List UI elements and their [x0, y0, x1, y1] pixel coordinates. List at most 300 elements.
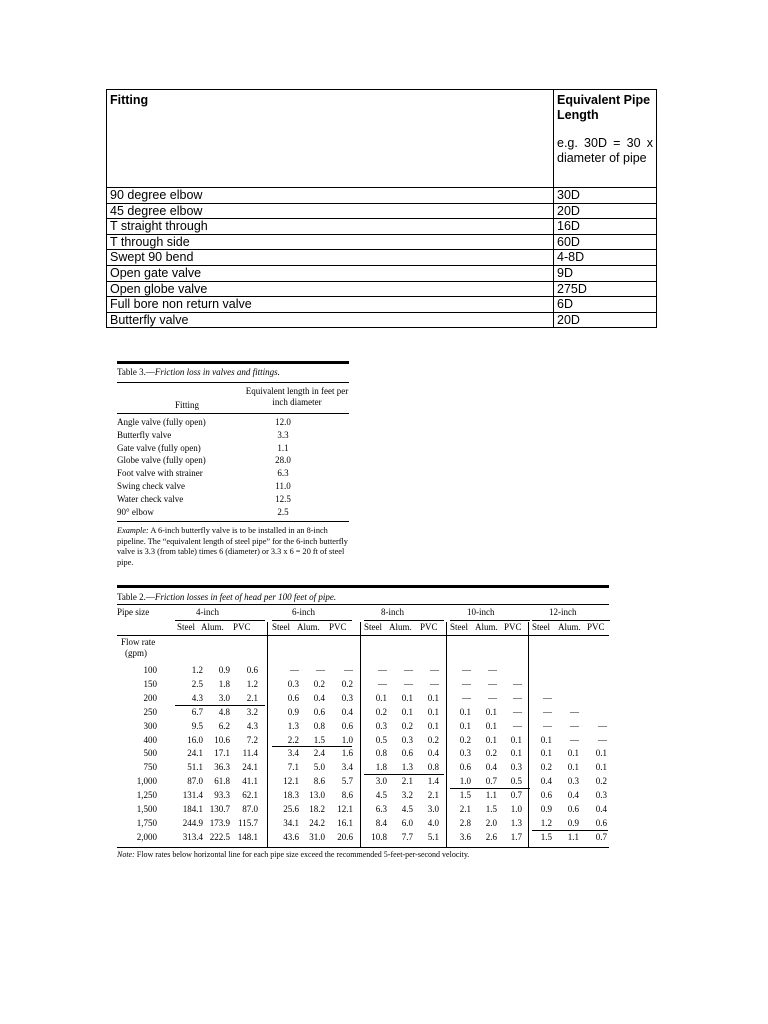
friction-value: 0.3: [401, 734, 413, 745]
friction-value: 3.4: [341, 762, 353, 773]
group-separator: [267, 622, 268, 847]
friction-value: 93.3: [214, 790, 230, 801]
friction-value: 0.9: [540, 804, 552, 814]
friction-value: 1.8: [218, 678, 230, 689]
friction-value: 0.1: [567, 762, 579, 773]
friction-value: 0.2: [540, 762, 552, 773]
fitting-length-cell: 275D: [554, 281, 657, 297]
friction-value: 61.8: [214, 776, 230, 787]
friction-value: 0.6: [287, 692, 299, 703]
friction-value: 1.5: [313, 734, 325, 745]
pipe-size-label: Pipe size: [117, 607, 150, 617]
friction-value: 0.7: [595, 831, 607, 842]
friction-value: 11.4: [242, 748, 258, 759]
friction-value: 222.5: [209, 831, 230, 842]
friction-value: 0.1: [459, 706, 471, 717]
fitting-header: Fitting: [110, 93, 149, 107]
friction-value: 0.1: [401, 706, 413, 717]
flow-rate-value: 1,750: [136, 817, 157, 828]
friction-value: 0.2: [375, 706, 387, 717]
fitting-name-cell: Open gate valve: [107, 265, 554, 281]
friction-value: 4.5: [401, 804, 413, 814]
friction-value: —: [316, 665, 325, 675]
fitting-length-cell: 16D: [554, 219, 657, 235]
friction-value: 3.0: [427, 804, 439, 814]
friction-value: 10.8: [371, 831, 387, 842]
friction-value: 2.1: [459, 804, 471, 814]
friction-value: 25.6: [283, 804, 299, 814]
fittings-table-row: [107, 203, 657, 219]
friction-value: 0.1: [595, 762, 607, 773]
friction-value: —: [543, 720, 552, 731]
friction-value: 10.6: [214, 734, 230, 745]
friction-value: 0.1: [595, 748, 607, 759]
pipe-size-header-rule: [532, 620, 610, 621]
flow-rate-value: 400: [143, 734, 157, 745]
friction-value: 7.2: [246, 734, 258, 745]
friction-value: 0.6: [567, 804, 579, 814]
friction-value: 0.3: [375, 720, 387, 731]
table3-row: [117, 417, 349, 430]
friction-value: 36.3: [214, 762, 230, 773]
material-header: Steel: [532, 622, 550, 632]
flow-rate-value: 750: [143, 762, 157, 773]
fittings-table-row: [107, 234, 657, 250]
friction-value: 0.8: [375, 748, 387, 759]
friction-value: 2.1: [427, 790, 439, 801]
friction-value: —: [543, 706, 552, 717]
friction-value: 6.2: [218, 720, 230, 731]
table2-title: [117, 592, 609, 602]
friction-value: 24.2: [309, 817, 325, 828]
friction-value: 0.6: [341, 720, 353, 731]
material-header: PVC: [504, 622, 522, 632]
friction-value: —: [570, 734, 579, 745]
friction-value: 6.3: [375, 804, 387, 814]
friction-value: 5.7: [341, 776, 353, 787]
friction-value: 20.6: [337, 831, 353, 842]
table3-row: [117, 507, 349, 520]
material-header: PVC: [587, 622, 605, 632]
friction-value: 3.0: [375, 776, 387, 787]
friction-value: 0.6: [540, 790, 552, 801]
friction-value: —: [488, 678, 497, 689]
friction-value: —: [344, 665, 353, 675]
friction-value: 0.8: [313, 720, 325, 731]
table2-note-text: Flow rates below horizontal line for each pipe size exceed the recommended 5-feet-per-second velocity.: [134, 850, 470, 859]
friction-value: 0.3: [341, 692, 353, 703]
material-header: Alum.: [389, 622, 412, 632]
table3-row: [117, 430, 349, 443]
friction-value: 1.7: [510, 831, 522, 842]
friction-value: 3.6: [459, 831, 471, 842]
friction-value: 0.9: [287, 706, 299, 717]
fittings-table-row: [107, 219, 657, 235]
pipe-size-header: 12-inch: [549, 607, 577, 617]
table3-row-value: 28.0: [275, 455, 291, 466]
friction-value: —: [513, 692, 522, 703]
material-header: Steel: [450, 622, 468, 632]
friction-value: 24.1: [242, 762, 258, 773]
friction-value: 18.3: [283, 790, 299, 801]
equiv-header-note: e.g. 30D = 30 x diameter of pipe: [557, 136, 653, 165]
friction-value: 0.7: [510, 790, 522, 801]
table3-row-value: 1.1: [277, 442, 289, 453]
fitting-name-cell: 45 degree elbow: [107, 203, 554, 219]
friction-value: 0.4: [567, 790, 579, 801]
material-header: Alum.: [297, 622, 320, 632]
flow-rate-value: 500: [143, 748, 157, 759]
friction-value: 0.4: [595, 804, 607, 814]
table2-note: [117, 850, 609, 859]
fitting-name-cell: T straight through: [107, 219, 554, 235]
table3-row-name: Butterfly valve: [117, 429, 172, 440]
friction-value: 131.4: [182, 790, 203, 801]
friction-value: 18.2: [309, 804, 325, 814]
friction-value: 2.4: [313, 748, 325, 759]
friction-value: 0.1: [485, 720, 497, 731]
table3-col-equiv: Equivalent length in feet per inch diameter: [245, 386, 349, 407]
friction-value: 1.2: [191, 665, 203, 675]
fitting-length-cell: 60D: [554, 234, 657, 250]
friction-value: 1.5: [459, 790, 471, 801]
friction-value: 24.1: [187, 748, 203, 759]
friction-value: 8.6: [341, 790, 353, 801]
friction-value: 12.1: [283, 776, 299, 787]
friction-value: 4.3: [191, 692, 203, 703]
friction-value: 2.0: [485, 817, 497, 828]
material-header: PVC: [420, 622, 438, 632]
friction-value: —: [543, 692, 552, 703]
table3-row: [117, 455, 349, 468]
friction-value: —: [430, 678, 439, 689]
flow-rate-value: 250: [143, 706, 157, 717]
friction-value: 1.0: [341, 734, 353, 745]
friction-value: 0.6: [313, 706, 325, 717]
flow-rate-value: 2,000: [136, 831, 157, 842]
friction-value: —: [290, 665, 299, 675]
table2-top-rule: [117, 585, 609, 588]
friction-value: 173.9: [209, 817, 230, 828]
fitting-name-cell: T through side: [107, 234, 554, 250]
fitting-name-cell: Swept 90 bend: [107, 250, 554, 266]
table3-row-name: Angle valve (fully open): [117, 417, 206, 427]
friction-value: 6.0: [401, 817, 413, 828]
table2-title-prefix: Table 2.—: [117, 592, 155, 602]
material-header: PVC: [233, 622, 251, 632]
friction-value: 313.4: [182, 831, 203, 842]
friction-value: 0.3: [459, 748, 471, 759]
flow-rate-value: 1,000: [136, 776, 157, 787]
friction-value: 0.2: [313, 678, 325, 689]
table3-row: [117, 468, 349, 481]
friction-value: 0.5: [375, 734, 387, 745]
equiv-header-cell: [554, 90, 657, 188]
table3-example-label: Example:: [117, 526, 149, 536]
flow-rate-value: 300: [143, 720, 157, 731]
friction-value: 0.3: [595, 790, 607, 801]
table3-bottom-rule: [117, 521, 349, 522]
friction-value: —: [488, 692, 497, 703]
friction-value: 12.1: [337, 804, 353, 814]
fitting-name-cell: 90 degree elbow: [107, 188, 554, 204]
friction-value: 0.3: [287, 678, 299, 689]
friction-value: —: [378, 678, 387, 689]
table3-col-fitting: Fitting: [175, 400, 200, 410]
fittings-table-row: [107, 188, 657, 204]
friction-value: 7.1: [287, 762, 299, 773]
friction-value: 0.6: [401, 748, 413, 759]
fittings-table-row: [107, 250, 657, 266]
flow-rate-label: Flow rate: [121, 637, 156, 647]
fittings-table: [106, 89, 657, 328]
friction-value: 4.0: [427, 817, 439, 828]
friction-value: 62.1: [242, 790, 258, 801]
flow-rate-value: 100: [143, 665, 157, 675]
friction-value: 1.3: [287, 720, 299, 731]
friction-value: 1.0: [459, 776, 471, 787]
table3-row-value: 12.0: [275, 417, 291, 427]
friction-value: —: [570, 706, 579, 717]
fitting-name-cell: Butterfly valve: [107, 312, 554, 328]
friction-value: 0.1: [485, 734, 497, 745]
friction-value: 0.1: [427, 706, 439, 717]
friction-value: 41.1: [242, 776, 258, 787]
friction-value: 4.5: [375, 790, 387, 801]
table3-row-value: 6.3: [277, 468, 289, 479]
friction-value: —: [462, 692, 471, 703]
table3-top-rule: [117, 361, 349, 364]
fitting-length-cell: 30D: [554, 188, 657, 204]
friction-value: 1.5: [540, 831, 552, 842]
table3-row-name: Swing check valve: [117, 480, 185, 491]
pipe-size-header-rule: [450, 620, 530, 621]
friction-value: 0.1: [485, 706, 497, 717]
table3-body-rule: [117, 413, 349, 414]
friction-value: 130.7: [209, 804, 230, 814]
table3-rows: [117, 417, 349, 519]
fittings-table-row: [107, 281, 657, 297]
fittings-table-row: [107, 265, 657, 281]
friction-value: 2.6: [485, 831, 497, 842]
fitting-length-cell: 9D: [554, 265, 657, 281]
friction-value: 0.2: [341, 678, 353, 689]
pipe-size-header: 10-inch: [467, 607, 495, 617]
friction-value: 3.4: [287, 748, 299, 759]
table3-row-name: Foot valve with strainer: [117, 468, 203, 479]
flow-rate-value: 1,250: [136, 790, 157, 801]
friction-value: 6.7: [191, 706, 203, 717]
fitting-length-cell: 20D: [554, 203, 657, 219]
friction-value: 8.6: [313, 776, 325, 787]
friction-value: 184.1: [182, 804, 203, 814]
flow-rate-value: 1,500: [136, 804, 157, 814]
friction-value: 0.1: [427, 720, 439, 731]
friction-value: 0.2: [401, 720, 413, 731]
friction-value: 1.0: [510, 804, 522, 814]
table3-title: [117, 367, 349, 377]
material-header: Steel: [177, 622, 195, 632]
friction-value: 1.1: [485, 790, 497, 801]
fitting-length-cell: 20D: [554, 312, 657, 328]
flow-rate-value: 200: [143, 692, 157, 703]
material-header-rule: [117, 635, 609, 636]
friction-value: 9.5: [191, 720, 203, 731]
friction-value: 0.4: [313, 692, 325, 703]
friction-value: 17.1: [214, 748, 230, 759]
friction-value: 1.3: [510, 817, 522, 828]
friction-value: 0.1: [459, 720, 471, 731]
friction-value: 1.2: [246, 678, 258, 689]
friction-value: —: [570, 720, 579, 731]
friction-value: —: [430, 665, 439, 675]
friction-value: 0.6: [246, 665, 258, 675]
friction-value: 0.3: [567, 776, 579, 787]
friction-value: 1.5: [485, 804, 497, 814]
friction-value: 8.4: [375, 817, 387, 828]
friction-value: 51.1: [187, 762, 203, 773]
table3-row: [117, 443, 349, 456]
table3-friction-loss-valves: [117, 361, 349, 568]
friction-value: 0.8: [427, 762, 439, 773]
material-header: Steel: [272, 622, 290, 632]
friction-value: 1.6: [341, 748, 353, 759]
friction-value: 2.2: [287, 734, 299, 745]
friction-value: 16.0: [187, 734, 203, 745]
friction-value: —: [404, 665, 413, 675]
friction-value: 0.1: [427, 692, 439, 703]
friction-value: —: [598, 720, 607, 731]
table2-grid: [117, 605, 609, 847]
fittings-table-row: [107, 312, 657, 328]
gpm-label: (gpm): [125, 648, 147, 658]
table3-row-name: Globe valve (fully open): [117, 455, 206, 466]
friction-value: 87.0: [187, 776, 203, 787]
friction-value: 1.3: [401, 762, 413, 773]
friction-value: 0.7: [485, 776, 497, 787]
friction-value: 7.7: [401, 831, 413, 842]
table2-title-text: Friction losses in feet of head per 100 feet of pipe.: [154, 592, 337, 602]
friction-value: 1.2: [540, 817, 552, 828]
table3-row-name: Gate valve (fully open): [117, 442, 201, 453]
fitting-length-cell: 6D: [554, 297, 657, 313]
friction-value: 1.1: [567, 831, 579, 842]
material-header: Steel: [364, 622, 382, 632]
friction-value: 0.1: [567, 748, 579, 759]
table3-row-value: 2.5: [277, 506, 289, 517]
fittings-table-header-row: [107, 90, 657, 188]
friction-value: 0.2: [459, 734, 471, 745]
friction-value: 0.4: [485, 762, 497, 773]
velocity-threshold-line: [532, 830, 608, 831]
friction-value: 2.8: [459, 817, 471, 828]
friction-value: 0.1: [510, 748, 522, 759]
material-header: PVC: [329, 622, 347, 632]
friction-value: 0.1: [540, 734, 552, 745]
table3-row-value: 11.0: [275, 480, 291, 491]
friction-value: 0.4: [427, 748, 439, 759]
friction-value: 4.3: [246, 720, 258, 731]
friction-value: 148.1: [237, 831, 258, 842]
friction-value: 4.8: [218, 706, 230, 717]
friction-value: —: [598, 734, 607, 745]
friction-value: 1.8: [375, 762, 387, 773]
friction-value: 0.6: [595, 817, 607, 828]
pipe-size-header: 8-inch: [381, 607, 404, 617]
friction-value: 13.0: [309, 790, 325, 801]
velocity-threshold-line: [364, 774, 444, 775]
fitting-header-cell: [107, 90, 554, 188]
table3-title-text: Friction loss in valves and fittings.: [154, 367, 280, 377]
friction-value: 244.9: [182, 817, 203, 828]
friction-value: —: [462, 665, 471, 675]
fitting-length-cell: 4-8D: [554, 250, 657, 266]
table3-example-text: A 6-inch butterfly valve is to be installed in an 8-inch pipeline. The “equivalent length of steel pipe” for the 6-inch butterfly valve is 3.3 (from table) times 6 (diameter) or 3.3 x 6 = 20 ft of steel pipe.: [117, 526, 348, 567]
friction-value: 0.1: [375, 692, 387, 703]
friction-value: 87.0: [242, 804, 258, 814]
table2-bottom-rule: [117, 847, 609, 848]
friction-value: —: [404, 678, 413, 689]
friction-value: 43.6: [283, 831, 299, 842]
table3-row: [117, 494, 349, 507]
friction-value: —: [513, 706, 522, 717]
fittings-table-row: [107, 297, 657, 313]
equiv-header: Equivalent Pipe Length: [557, 93, 651, 122]
table3-row-value: 3.3: [277, 429, 289, 440]
table2-note-label: Note:: [117, 850, 135, 859]
friction-value: 2.1: [246, 692, 258, 703]
friction-value: 0.4: [341, 706, 353, 717]
material-header: Alum.: [201, 622, 224, 632]
friction-value: 0.2: [427, 734, 439, 745]
table3-row-name: 90° elbow: [117, 506, 154, 517]
material-header: Alum.: [475, 622, 498, 632]
table2-friction-losses: [117, 585, 609, 859]
friction-value: 0.2: [595, 776, 607, 787]
friction-value: —: [462, 678, 471, 689]
velocity-threshold-line: [272, 746, 352, 747]
friction-value: 5.0: [313, 762, 325, 773]
table3-example: [117, 526, 349, 568]
friction-value: 34.1: [283, 817, 299, 828]
fitting-name-cell: Full bore non return valve: [107, 297, 554, 313]
friction-value: 3.2: [401, 790, 413, 801]
friction-value: 0.4: [540, 776, 552, 787]
friction-value: —: [513, 720, 522, 731]
pipe-size-header-rule: [364, 620, 444, 621]
friction-value: 0.1: [510, 734, 522, 745]
table3-row-value: 12.5: [275, 493, 291, 504]
friction-value: 0.9: [218, 665, 230, 675]
friction-value: 0.1: [401, 692, 413, 703]
table3-row-name: Water check valve: [117, 493, 184, 504]
friction-value: 31.0: [309, 831, 325, 842]
friction-value: 2.5: [191, 678, 203, 689]
friction-value: 16.1: [337, 817, 353, 828]
velocity-threshold-line: [175, 705, 265, 706]
material-header: Alum.: [558, 622, 581, 632]
friction-value: —: [378, 665, 387, 675]
table3-row: [117, 481, 349, 494]
friction-value: 1.4: [427, 776, 439, 787]
friction-value: 0.5: [510, 776, 522, 787]
friction-value: 0.3: [510, 762, 522, 773]
velocity-threshold-line: [450, 788, 530, 789]
friction-value: 0.6: [459, 762, 471, 773]
friction-value: 0.2: [485, 748, 497, 759]
fitting-name-cell: Open globe valve: [107, 281, 554, 297]
table3-title-prefix: Table 3.—: [117, 367, 155, 377]
